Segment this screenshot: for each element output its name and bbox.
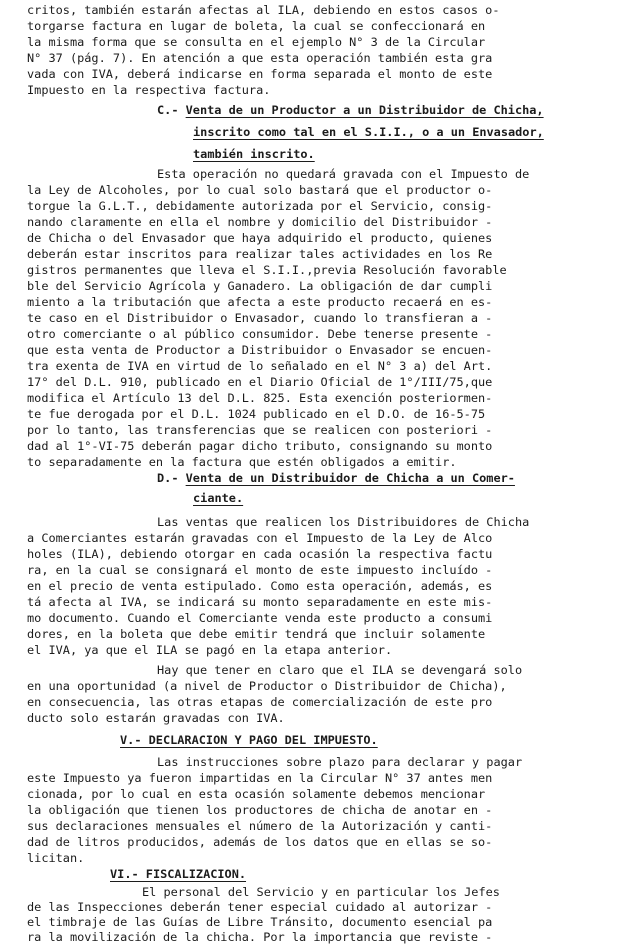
text-line: deberán estar inscritos para realizar tales actividades en los Re	[27, 247, 493, 261]
text-line: mo documento. Cuando el Comerciante venda este producto a consumi	[27, 611, 493, 625]
text-line: el IVA, ya que el ILA se pagó en la etapa anterior.	[27, 643, 393, 657]
text-line: dad de litros producidos, además de los datos que en ellas se so-	[27, 835, 493, 849]
text-line: torgarse factura en lugar de boleta, la cual se confeccionará en	[27, 19, 486, 33]
text-line: sus declaraciones mensuales el número de la Autorización y canti-	[27, 819, 493, 833]
text-line: Esta operación no quedará gravada con el Impuesto de	[157, 167, 530, 181]
text-line: nando claramente en ella el nombre y domicilio del Distribuidor -	[27, 215, 493, 229]
text-line: cionada, por lo cual en esta ocasión solamente debemos mencionar	[27, 787, 486, 801]
text-line: dores, en la boleta que debe emitir tendrá que incluir solamente	[27, 627, 486, 641]
text-line: la obligación que tienen los productores de chicha de anotar en -	[27, 803, 493, 817]
text-line: en consecuencia, las otras etapas de comercialización de este pro	[27, 695, 493, 709]
text-line: licitan.	[27, 851, 85, 865]
text-line: Hay que tener en claro que el ILA se devengará solo	[157, 663, 523, 677]
text-line: tra exenta de IVA en virtud de lo señalado en el N° 3 a) del Art.	[27, 359, 493, 373]
section-v-heading: V.- DECLARACION Y PAGO DEL IMPUESTO.	[120, 733, 378, 747]
text-line: gistros permanentes que lleva el S.I.I.,previa Resolución favorable	[27, 263, 507, 277]
text-line: torgue la G.L.T., debidamente autorizada por el Servicio, consig-	[27, 199, 493, 213]
text-line: Las ventas que realicen los Distribuidores de Chicha	[157, 515, 530, 529]
text-line: dad al 1°-VI-75 deberán pagar dicho tributo, consignando su monto	[27, 439, 493, 453]
text-line: to separadamente en la factura que estén obligados a emitir.	[27, 455, 457, 469]
text-line: por lo tanto, las transferencias que se realicen con posteriori -	[27, 423, 493, 437]
section-c-heading-cont: inscrito como tal en el S.I.I., o a un Envasador,	[193, 125, 544, 139]
text-line: Impuesto en la respectiva factura.	[27, 83, 271, 97]
section-title: Venta de un Distribuidor de Chicha a un Comer-	[185, 471, 515, 485]
text-line: modifica el Artículo 13 del D.L. 825. Esta exención posteriormen-	[27, 391, 493, 405]
text-line: otro comerciante o al público consumidor. Debe tenerse presente -	[27, 327, 493, 341]
text-line: vada con IVA, deberá indicarse en forma separada el monto de este	[27, 67, 493, 81]
text-line: miento a la tributación que afecta a este producto recaerá en es-	[27, 295, 493, 309]
text-line: 17° del D.L. 910, publicado en el Diario Oficial de 1°/III/75,que	[27, 375, 493, 389]
section-label: C.-	[157, 103, 186, 117]
section-d-heading-cont: ciante.	[193, 491, 244, 505]
text-line: ra, en la cual se consignará el monto de este impuesto incluído -	[27, 563, 493, 577]
text-line: El personal del Servicio y en particular los Jefes	[142, 885, 500, 899]
text-line: te fue derogada por el D.L. 1024 publicado en el D.O. de 16-5-75	[27, 407, 486, 421]
text-line: Las instrucciones sobre plazo para declarar y pagar	[157, 755, 523, 769]
text-line: holes (ILA), debiendo otorgar en cada ocasión la respectiva factu	[27, 547, 493, 561]
text-line: que esta venta de Productor a Distribuidor o Envasador se encuen-	[27, 343, 493, 357]
text-line: N° 37 (pág. 7). En atención a que esta operación también esta gra	[27, 51, 493, 65]
text-line: la misma forma que se consulta en el ejemplo N° 3 de la Circular	[27, 35, 486, 49]
section-title: Venta de un Productor a un Distribuidor de Chicha,	[185, 103, 544, 117]
section-d-heading	[157, 470, 515, 486]
text-line: en el precio de venta estipulado. Como esta operación, además, es	[27, 579, 493, 593]
text-line: el timbraje de las Guías de Libre Tránsito, documento esencial pa	[27, 915, 493, 929]
text-line: ble del Servicio Agrícola y Ganadero. La obligación de dar cumpli	[27, 279, 493, 293]
text-line: de Chicha o del Envasador que haya adquirido el producto, quienes	[27, 231, 493, 245]
text-line: ra la movilización de la chicha. Por la importancia que reviste -	[27, 930, 493, 944]
text-line: te caso en el Distribuidor o Envasador, cuando lo transfieran a -	[27, 311, 493, 325]
text-line: en una oportunidad (a nivel de Productor o Distribuidor de Chicha),	[27, 679, 507, 693]
text-line: la Ley de Alcoholes, por lo cual solo bastará que el productor o-	[27, 183, 493, 197]
text-line: tá afecta al IVA, se indicará su monto separadamente en este mis-	[27, 595, 493, 609]
text-line: critos, también estarán afectas al ILA, debiendo en estos casos o-	[27, 3, 500, 17]
text-line: ducto solo estarán gravadas con IVA.	[27, 711, 285, 725]
text-line: de las Inspecciones deberán tener especial cuidado al autorizar -	[27, 900, 493, 914]
section-c-heading-line-1	[157, 103, 544, 117]
section-c-heading-cont: también inscrito.	[193, 147, 315, 161]
text-line: a Comerciantes estarán gravadas con el Impuesto de la Ley de Alco	[27, 531, 493, 545]
text-line: este Impuesto ya fueron impartidas en la Circular N° 37 antes men	[27, 771, 493, 785]
section-vi-heading: VI.- FISCALIZACION.	[110, 867, 247, 881]
section-c-heading	[157, 102, 544, 118]
section-label: D.-	[157, 471, 186, 485]
